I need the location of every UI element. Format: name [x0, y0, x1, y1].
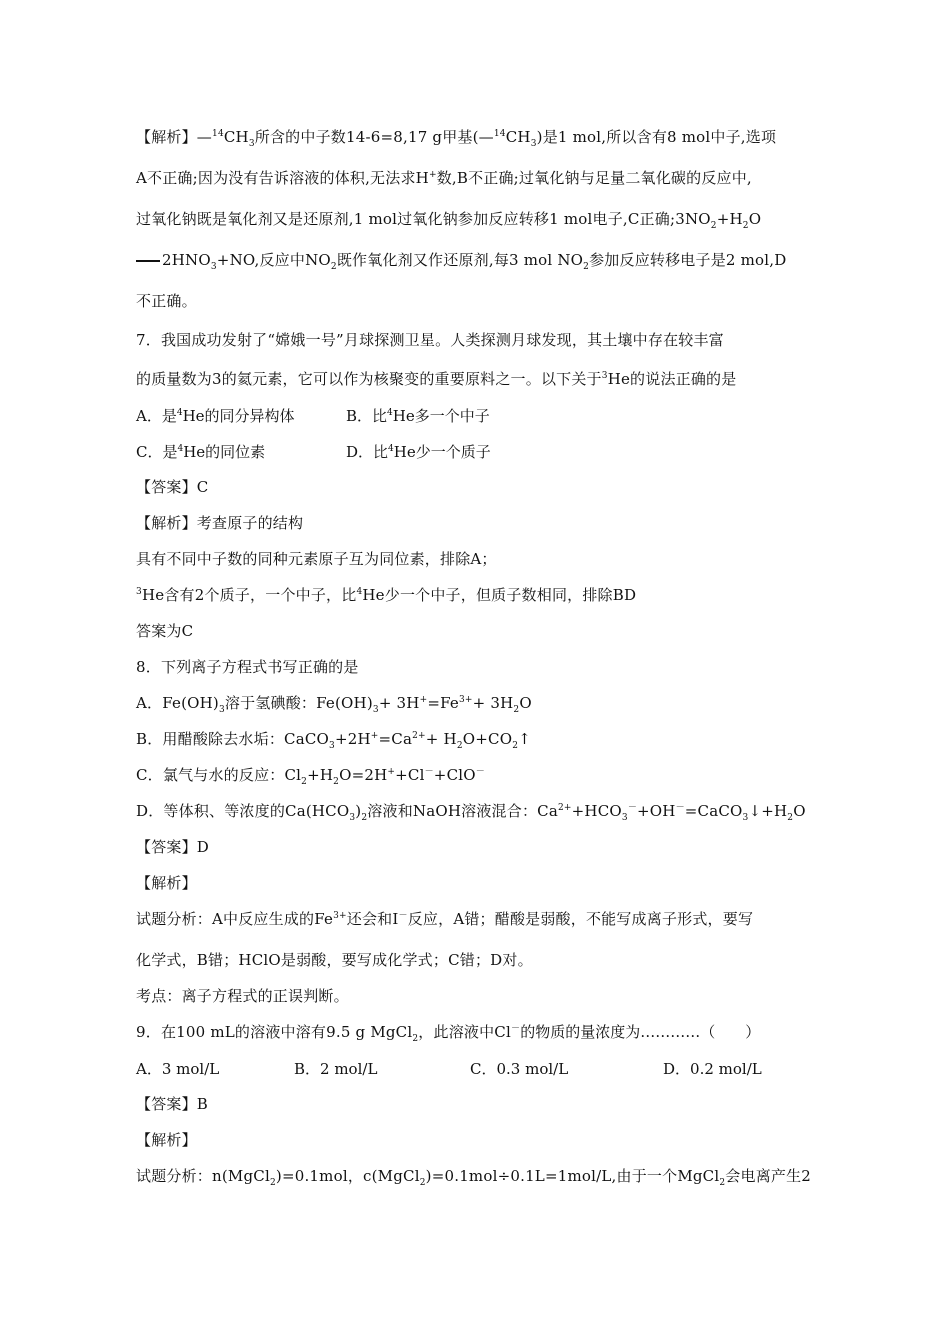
q8-kaodian: 考点：离子方程式的正误判断。: [136, 987, 349, 1005]
q7-option-c: C．是$^4$He的同位素: [136, 443, 266, 461]
q6-analysis-line-4: $2HNO_3+NO$,反应中$NO_2$既作氧化剂又作还原剂,每3 mol $NO_2$参加反应转移电子是2 mol,D: [136, 250, 826, 270]
q7-analysis-line-2: $^3$He含有2个质子，一个中子，比$^4$He少一个中子，但质子数相同，排除BD: [136, 586, 637, 604]
q8-analysis-title: 【解析】: [136, 874, 197, 892]
q7-analysis-title: 【解析】考查原子的结构: [136, 514, 304, 532]
q8-analysis-line-2: 化学式，B错；HClO是弱酸，要写成化学式；C错；D对。: [136, 951, 533, 969]
q8-option-b: B．用醋酸除去水垢：$CaCO_3+2H^+=Ca^{2+}+$ $H_2O+CO_2↑$: [136, 730, 531, 751]
q9-analysis-line-1: 试题分析：n(MgCl$_2$)=0.1mol，c(MgCl$_2$)=0.1mol÷0.1L=1mol/L,由于一个MgCl$_2$会电离产生2: [136, 1167, 812, 1188]
q7-option-b: B．比$^4$He多一个中子: [346, 407, 490, 425]
q9-option-d: D．0.2 mol/L: [663, 1060, 762, 1078]
q7-answer: 【答案】C: [136, 478, 209, 496]
q9-option-c: C．0.3 mol/L: [470, 1060, 569, 1078]
q9-stem: 9．在100 mL的溶液中溶有9.5 g MgCl$_2$，此溶液中Cl－的物质的量浓度为…………（ ）: [136, 1023, 761, 1044]
q8-answer: 【答案】D: [136, 838, 210, 856]
q9-answer: 【答案】B: [136, 1095, 209, 1113]
q8-option-d: D．等体积、等浓度的$Ca(HCO_3)_2$溶液和NaOH溶液混合：$Ca^{2+}+HCO_3^-+OH^-=CaCO_3↓+H_2O$: [136, 802, 806, 823]
q8-option-a: A．$Fe(OH)_3$溶于氢碘酸：$Fe(OH)_3+ 3H^+=Fe^{3+}+ 3H_2O$: [136, 694, 532, 715]
equals-arrow-icon: [136, 260, 160, 262]
q7-option-d: D．比$^4$He少一个质子: [346, 443, 491, 461]
q6-analysis-line-2: A不正确;因为没有告诉溶液的体积,无法求H+数,B不正确;过氧化钠与足量二氧化碳的反应中,: [136, 169, 752, 187]
q8-analysis-line-1: 试题分析：A中反应生成的$Fe^{3+}$还会和I－反应，A错；醋酸是弱酸，不能写成离子形式，要写: [136, 910, 754, 928]
q9-option-b: B．2 mol/L: [294, 1060, 378, 1078]
q6-analysis-line-3: 过氧化钠既是氧化剂又是还原剂,1 mol过氧化钠参加反应转移1 mol电子,C正确$;3NO_2+H_2O$: [136, 210, 762, 231]
q6-analysis-line-5: 不正确。: [136, 292, 197, 310]
q8-stem: 8．下列离子方程式书写正确的是: [136, 658, 359, 676]
q6-analysis-line-1: 【解析】$—^{14}CH_3$所含的中子数14-6=8,17 g甲基$(—^{14}CH_3)$是1 mol,所以含有8 mol中子,选项: [136, 128, 777, 149]
q9-analysis-title: 【解析】: [136, 1131, 197, 1149]
q7-stem-line-1: 7．我国成功发射了“嫦娥一号”月球探测卫星。人类探测月球发现，其土壤中存在较丰富: [136, 331, 724, 349]
q7-option-a: A．是$^4$He的同分异构体: [136, 407, 295, 425]
q8-option-c: C．氯气与水的反应：$Cl_2+H_2O=2H^++Cl^-+ClO^-$: [136, 766, 485, 787]
q7-stem-line-2: 的质量数为3的氦元素，它可以作为核聚变的重要原料之一。以下关于$^3$He的说法正确的是: [136, 370, 737, 388]
q7-analysis-line-3: 答案为C: [136, 622, 194, 640]
q7-analysis-line-1: 具有不同中子数的同种元素原子互为同位素，排除A；: [136, 550, 497, 568]
q9-option-a: A．3 mol/L: [136, 1060, 220, 1078]
